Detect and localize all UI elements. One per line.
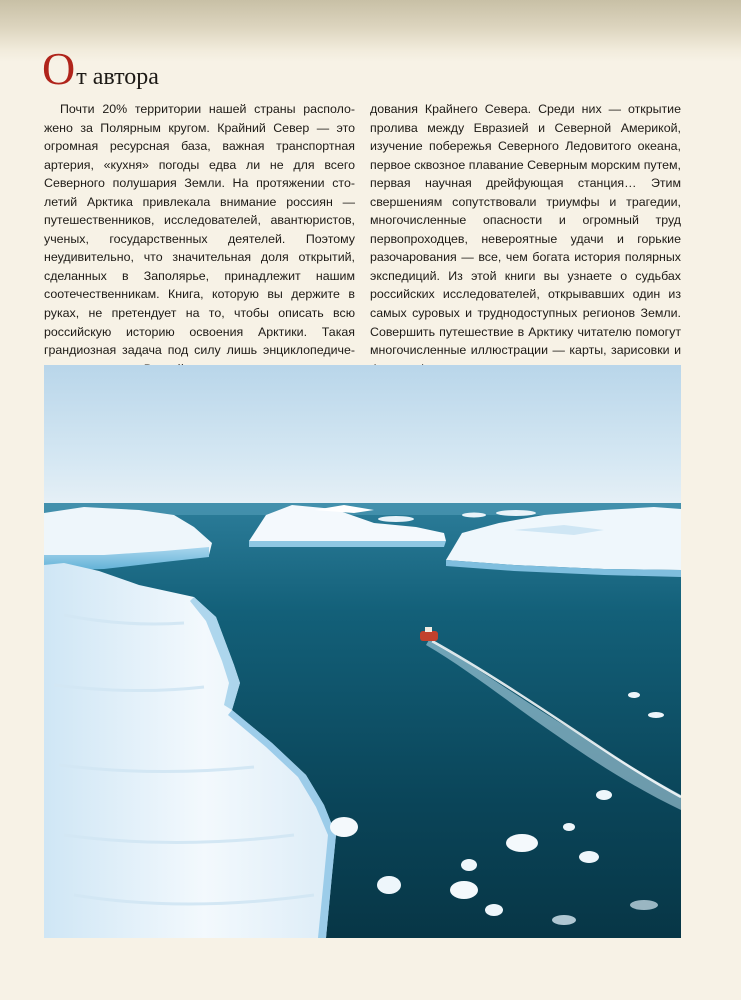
left-text-column [44, 100, 355, 397]
title-text: т автора [76, 64, 159, 90]
right-paragraph: дования Крайнего Севера. Среди них — открытие пролива между Евразией и Северной Америкой, изучение побережья Северного Ледовитого океана, первое сквозное плавание Северным морским путем, первая научная дрейфующая станция… Этим свершениям сопутствовали триумфы и трагедии, многочисленные опасности и огромный труд первопроходцев, невероятные удачи и горькие разочарования — все, чем богата история полярных экспедиций. Из этой книги вы узнаете о судьбах российских исследователей, открывавших один из самых суровых и труднодоступных регионов Земли. Совершить путешествие в Арктику читателю помогут многочисленные иллюстрации — карты, зарисовки и [370, 102, 681, 358]
left-paragraph: Почти 20% территории нашей страны расположено за Полярным кругом. Крайний Север — это огромная ресурсная база, важная транспортная артерия, «кухня» погоды едва ли не для всего Северного полушария Земли. На протяжении столетий Арктика привлекала внимание россиян — путешественников, исследователей, авантюристов, ученых, государственных деятелей. Поэтому неудивительно, что значительная доля открытий, сделанных в Заполярье, принадлежит нашим соотечественникам. Книга, которую вы держите в руках, не претендует на то, чтобы описать всю российскую историю освоения Арктики. Такая грандиозная задача под силу лишь энциклопедиче [44, 102, 355, 358]
page-title [42, 44, 159, 94]
arctic-photo [44, 365, 681, 938]
title-initial-letter: О [42, 43, 76, 94]
right-text-column [370, 100, 681, 397]
text-columns [44, 100, 681, 397]
